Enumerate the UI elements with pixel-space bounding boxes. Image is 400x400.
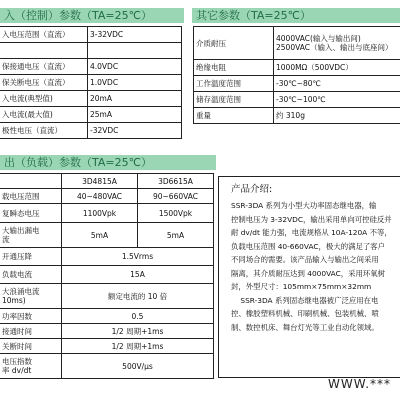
param-label: 复瞬态电压 <box>0 204 62 223</box>
param-label: 绝缘电阻 <box>194 60 274 76</box>
param-label: 重量 <box>194 108 274 124</box>
param-label: 介质耐压 <box>194 27 274 60</box>
param-label: 保关断电压（直流） <box>0 75 88 91</box>
param-label: 接通时间 <box>0 324 62 339</box>
output-parameters-table <box>0 173 214 379</box>
param-value: 1100Vpk <box>62 204 138 223</box>
table-row <box>0 284 214 309</box>
param-label: 入电流(典型值) <box>0 91 88 107</box>
table-row <box>0 107 182 123</box>
param-value: 20mA <box>88 91 182 107</box>
output-section-title: 出（负载）参数（TA=25℃） <box>0 155 216 170</box>
website-watermark: WWW.*** <box>328 377 392 391</box>
param-value: 40~480VAC <box>62 189 138 204</box>
table-row <box>194 108 400 124</box>
param-label: 电压指数 率 dv/dt <box>0 354 62 379</box>
param-label <box>0 43 88 59</box>
table-row <box>0 248 214 266</box>
param-label: 功率因数 <box>0 309 62 324</box>
table-row <box>0 309 214 324</box>
table-row <box>0 339 214 354</box>
table-row <box>0 59 182 75</box>
table-row <box>0 189 214 204</box>
param-value: 额定电流的 10 倍 <box>62 284 214 309</box>
other-parameters-table <box>193 26 400 124</box>
model-header: 3D4815A <box>62 174 138 189</box>
param-value: 90~660VAC <box>138 189 214 204</box>
header-blank-cell <box>0 174 62 189</box>
table-row <box>0 354 214 379</box>
param-label: 保接通电压（直流） <box>0 59 88 75</box>
param-value: -30℃~80℃ <box>274 76 400 92</box>
param-value: 1000MΩ（500VDC） <box>274 60 400 76</box>
param-value: 5mA <box>62 223 138 248</box>
param-label: 入电流(最大值) <box>0 107 88 123</box>
param-value: 15A <box>62 266 214 284</box>
param-label: 极性电压（直流） <box>0 123 88 139</box>
table-row <box>0 75 182 91</box>
param-value <box>88 43 182 59</box>
input-parameters-table <box>0 26 182 139</box>
param-value: 25mA <box>88 107 182 123</box>
model-header: 3D6615A <box>138 174 214 189</box>
table-row <box>194 60 400 76</box>
table-row <box>0 123 182 139</box>
param-value: 1/2 周期+1ms <box>62 324 214 339</box>
table-row <box>0 324 214 339</box>
param-value: 1.5Vrms <box>62 248 214 266</box>
param-label: 关断时间 <box>0 339 62 354</box>
param-value: 1500Vpk <box>138 204 214 223</box>
table-row <box>0 204 214 223</box>
param-label: 负载电流 <box>0 266 62 284</box>
param-value: 1.0VDC <box>88 75 182 91</box>
param-value: -30℃~100℃ <box>274 92 400 108</box>
table-row <box>194 76 400 92</box>
product-intro-title: 产品介绍: <box>231 184 273 195</box>
param-label: 工作温度范围 <box>194 76 274 92</box>
param-label: 开通压降 <box>0 248 62 266</box>
table-header-row <box>0 174 214 189</box>
input-section-title: 入（控制）参数（TA=25℃） <box>0 8 184 23</box>
param-value: 3-32VDC <box>88 27 182 43</box>
param-value: 0.5 <box>62 309 214 324</box>
table-row <box>194 92 400 108</box>
param-value: 4000VAC(输入与输出间) 2500VAC（输入、输出与底座间） <box>274 27 400 60</box>
product-intro-panel <box>218 176 400 378</box>
table-row <box>194 27 400 60</box>
param-value: 5mA <box>138 223 214 248</box>
param-value: 1/2 周期+1ms <box>62 339 214 354</box>
param-value: 约 310g <box>274 108 400 124</box>
param-label: 入电压范围（直流） <box>0 27 88 43</box>
table-row <box>0 223 214 248</box>
param-value: 500V/μs <box>62 354 214 379</box>
param-label: 载电压范围 <box>0 189 62 204</box>
table-row <box>0 27 182 43</box>
param-label: 大浪涌电流 10ms) <box>0 284 62 309</box>
table-row <box>0 266 214 284</box>
param-label: 大输出漏电 流 <box>0 223 62 248</box>
other-section-title: 其它参数（TA=25℃） <box>192 8 400 23</box>
product-intro-text: SSR-3DA 系列为小型大功率固态继电器，输 控制电压为 3-32VDC，输出采用单向可控硅反并 耐 dv/dt 能力强，电流规格从 10A-120A 不等， 负载电压范围 40-660VAC，极大的满足了客户 不同场合的需要。该产品输入与输出之间采用 隔离，其介质耐压达到 4000VAC，采用环氧树 封，外型尺寸：105mm×75mm×32mm SSR-3DA 系列固态继电器被广泛应用在电 控、橡胶塑料机械、印刷机械、包装机械、喷 制、数控机床、舞台灯光等工业自动化领域。 <box>231 201 392 332</box>
param-label: 储存温度范围 <box>194 92 274 108</box>
param-value: -32VDC <box>88 123 182 139</box>
param-value: 4.0VDC <box>88 59 182 75</box>
table-row <box>0 91 182 107</box>
table-row <box>0 43 182 59</box>
